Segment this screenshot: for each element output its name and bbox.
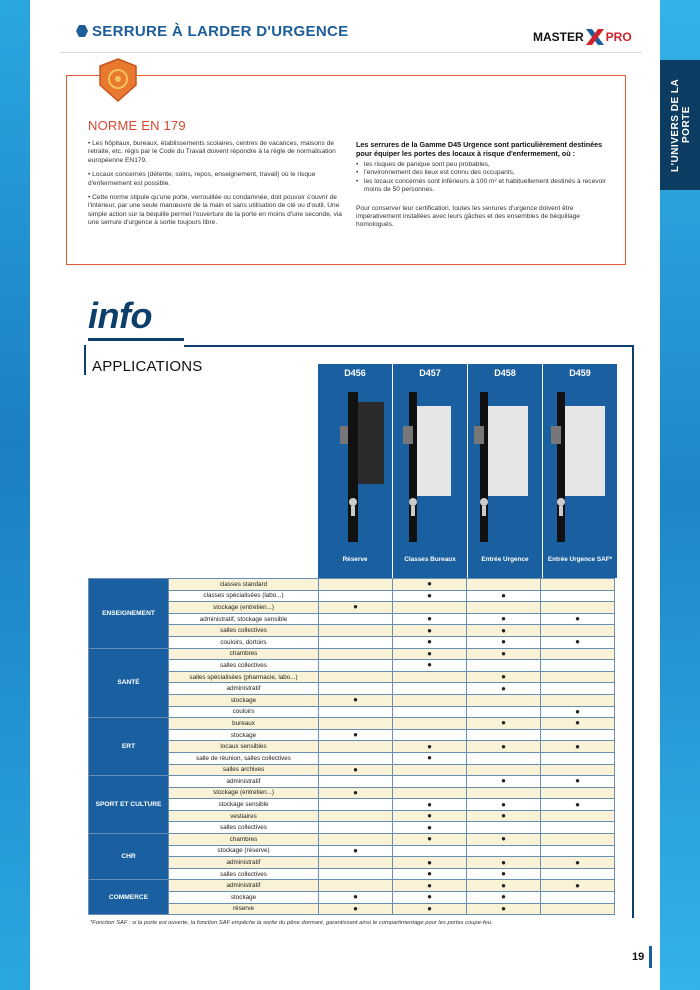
norm-lead: Les serrures de la Gamme D45 Urgence sont particulièrement destinées pour équiper les portes des locaux à risque d'enfermement, où : — [356, 140, 603, 158]
usage-cell: salles archives — [169, 764, 319, 776]
usage-cell: stockage — [169, 694, 319, 706]
mark-cell — [467, 845, 541, 857]
usage-cell: bureaux — [169, 718, 319, 730]
usage-cell: classes standard — [169, 579, 319, 591]
table-row — [89, 718, 615, 730]
mark-cell: ● — [467, 810, 541, 822]
mark-cell — [319, 590, 393, 602]
mark-cell — [541, 903, 615, 915]
mark-cell — [319, 718, 393, 730]
mark-cell: ● — [393, 868, 467, 880]
mark-cell: ● — [393, 834, 467, 846]
mark-cell: ● — [393, 741, 467, 753]
mark-cell: ● — [319, 787, 393, 799]
table-row — [89, 776, 615, 788]
mark-cell — [467, 694, 541, 706]
product-name: D456 — [344, 368, 366, 378]
usage-cell: salles spécialisées (pharmacie, labo...) — [169, 671, 319, 683]
mark-cell — [393, 718, 467, 730]
usage-cell: administratif — [169, 880, 319, 892]
mark-cell: ● — [541, 776, 615, 788]
page-number: 19 — [632, 951, 645, 963]
usage-cell: salles collectives — [169, 625, 319, 637]
product-label: Entrée Urgence — [481, 556, 529, 563]
mark-cell: ● — [393, 579, 467, 591]
mark-cell: ● — [393, 648, 467, 660]
mark-cell — [467, 602, 541, 614]
mark-cell: ● — [541, 718, 615, 730]
norm-closing: Pour conserver leur certification, toutes les serrures d'urgence doivent être impérativement installées avec leurs gâches et des ensembles de béquillage homologués. — [356, 204, 580, 229]
mark-cell: ● — [467, 741, 541, 753]
mark-cell — [467, 660, 541, 672]
mark-cell — [467, 706, 541, 718]
norm-right-column — [356, 140, 618, 230]
norm-paragraph: • Cette norme stipule qu'une porte, verrouillée ou condamnée, doit pouvoir s'ouvrir de l'intérieur, par une seule manœuvre de la main et sans utilisation de clé ou d'outil. Une simple action sur la béquille permet l'ouverture de la porte en moins d'une seconde, via une serrure d'urgence à sortie toujours libre. — [88, 194, 342, 227]
category-cell: COMMERCE — [89, 880, 169, 915]
product-label: Classes Bureaux — [404, 556, 456, 563]
usage-cell: salles collectives — [169, 660, 319, 672]
norm-title: NORME EN 179 — [88, 118, 186, 133]
product-column-d459 — [543, 364, 617, 578]
mark-cell — [541, 868, 615, 880]
mark-cell — [319, 706, 393, 718]
product-name: D459 — [569, 368, 591, 378]
norm-bullet: • les locaux concernés sont inférieurs à 100 m² et habituellement destinés à recevoir moins de 50 personnes. — [356, 178, 618, 195]
mark-cell — [541, 787, 615, 799]
logo-cross-icon — [586, 29, 604, 45]
mark-cell: ● — [467, 590, 541, 602]
applications-table — [88, 578, 615, 915]
mark-cell: ● — [467, 648, 541, 660]
applications-title: APPLICATIONS — [92, 358, 203, 375]
mark-cell: ● — [319, 903, 393, 915]
mark-cell — [541, 892, 615, 904]
mark-cell — [541, 810, 615, 822]
mark-cell — [319, 683, 393, 695]
usage-cell: chambres — [169, 834, 319, 846]
category-cell: ERT — [89, 718, 169, 776]
mark-cell — [319, 868, 393, 880]
footnote: *Fonction SAF : si la porte est ouverte, la fonction SAF empêche la sortie du pêne dormant, garantissant ainsi le compartimentage pour les portes coupe-feu. — [90, 920, 493, 926]
mark-cell: ● — [319, 694, 393, 706]
mark-cell: ● — [467, 799, 541, 811]
usage-cell: administratif — [169, 857, 319, 869]
mark-cell — [393, 764, 467, 776]
hexagon-icon — [76, 25, 88, 37]
mark-cell: ● — [319, 845, 393, 857]
brand-logo — [533, 28, 633, 46]
usage-cell: chambres — [169, 648, 319, 660]
lock-image — [318, 384, 392, 554]
mark-cell: ● — [393, 903, 467, 915]
mark-cell — [541, 764, 615, 776]
frame-line — [632, 345, 634, 918]
usage-cell: stockage (entretien...) — [169, 602, 319, 614]
usage-cell: couloirs, dortoirs — [169, 636, 319, 648]
mark-cell — [541, 729, 615, 741]
product-label: Réserve — [342, 556, 368, 563]
mark-cell — [393, 787, 467, 799]
mark-cell — [393, 729, 467, 741]
frame-line — [84, 345, 86, 375]
mark-cell — [393, 706, 467, 718]
mark-cell: ● — [393, 613, 467, 625]
mark-cell — [319, 810, 393, 822]
mark-cell: ● — [319, 729, 393, 741]
mark-cell: ● — [467, 857, 541, 869]
table-row — [89, 648, 615, 660]
mark-cell: ● — [393, 636, 467, 648]
mark-cell — [467, 764, 541, 776]
lock-image — [393, 384, 467, 554]
info-underline — [88, 338, 184, 341]
mark-cell — [319, 625, 393, 637]
mark-cell — [541, 625, 615, 637]
mark-cell: ● — [467, 683, 541, 695]
mark-cell — [467, 752, 541, 764]
frame-line — [184, 345, 634, 347]
mark-cell — [393, 845, 467, 857]
mark-cell: ● — [393, 590, 467, 602]
mark-cell — [541, 694, 615, 706]
usage-cell: administratif — [169, 776, 319, 788]
category-cell: SANTÉ — [89, 648, 169, 718]
mark-cell — [467, 822, 541, 834]
left-decorative-band — [0, 0, 30, 990]
norm-paragraph: • Locaux concernés (détente, soins, repos, enseignement, travail) où le risque d'enfermement est possible. — [88, 171, 316, 187]
mark-cell — [541, 602, 615, 614]
mark-cell — [541, 579, 615, 591]
mark-cell — [541, 671, 615, 683]
norm-badge-icon — [97, 57, 139, 103]
mark-cell — [467, 729, 541, 741]
norm-bullet: • les risques de panique sont peu probables, — [356, 161, 618, 169]
mark-cell: ● — [467, 625, 541, 637]
mark-cell — [541, 590, 615, 602]
mark-cell: ● — [467, 671, 541, 683]
mark-cell — [319, 799, 393, 811]
section-tab-label: L'UNIVERS DE LA PORTE — [670, 78, 692, 172]
mark-cell — [393, 602, 467, 614]
table-row — [89, 579, 615, 591]
mark-cell: ● — [393, 892, 467, 904]
mark-cell — [541, 683, 615, 695]
usage-cell: salles collectives — [169, 868, 319, 880]
mark-cell: ● — [541, 636, 615, 648]
product-name: D457 — [419, 368, 441, 378]
category-cell: ENSEIGNEMENT — [89, 579, 169, 649]
mark-cell — [319, 752, 393, 764]
usage-cell: stockage sensible — [169, 799, 319, 811]
mark-cell: ● — [541, 799, 615, 811]
mark-cell: ● — [393, 822, 467, 834]
mark-cell — [541, 648, 615, 660]
mark-cell: ● — [467, 868, 541, 880]
mark-cell — [541, 752, 615, 764]
info-heading: info — [88, 295, 152, 336]
mark-cell — [541, 834, 615, 846]
header-divider — [60, 52, 642, 53]
mark-cell — [319, 671, 393, 683]
logo-master-text: MASTER — [533, 30, 584, 44]
mark-cell: ● — [467, 834, 541, 846]
mark-cell — [319, 857, 393, 869]
norm-bullet: • l'environnement des lieux est connu des occupants, — [356, 169, 618, 177]
usage-cell: stockage — [169, 729, 319, 741]
mark-cell: ● — [393, 880, 467, 892]
mark-cell — [467, 579, 541, 591]
usage-cell: classes spécialisées (labo...) — [169, 590, 319, 602]
mark-cell: ● — [467, 718, 541, 730]
norm-left-column — [88, 140, 344, 234]
usage-cell: salles collectives — [169, 822, 319, 834]
product-name: D458 — [494, 368, 516, 378]
mark-cell — [541, 845, 615, 857]
category-cell: CHR — [89, 834, 169, 880]
mark-cell: ● — [541, 857, 615, 869]
mark-cell — [319, 636, 393, 648]
mark-cell: ● — [319, 892, 393, 904]
usage-cell: administratif — [169, 683, 319, 695]
category-cell: SPORT ET CULTURE — [89, 776, 169, 834]
usage-cell: stockage — [169, 892, 319, 904]
mark-cell: ● — [541, 741, 615, 753]
usage-cell: administratif, stockage sensible — [169, 613, 319, 625]
mark-cell — [393, 671, 467, 683]
mark-cell — [393, 694, 467, 706]
mark-cell — [319, 880, 393, 892]
mark-cell: ● — [541, 613, 615, 625]
mark-cell: ● — [467, 892, 541, 904]
mark-cell: ● — [541, 880, 615, 892]
mark-cell — [319, 660, 393, 672]
mark-cell: ● — [467, 903, 541, 915]
mark-cell: ● — [393, 660, 467, 672]
product-label: Entrée Urgence SAF* — [547, 556, 613, 563]
mark-cell: ● — [467, 880, 541, 892]
page-title: SERRURE À LARDER D'URGENCE — [92, 23, 349, 40]
product-column-d458 — [468, 364, 542, 578]
table-row — [89, 834, 615, 846]
mark-cell — [467, 787, 541, 799]
mark-cell: ● — [541, 706, 615, 718]
mark-cell: ● — [467, 613, 541, 625]
table-row — [89, 880, 615, 892]
mark-cell: ● — [467, 776, 541, 788]
mark-cell: ● — [319, 602, 393, 614]
usage-cell: réserve — [169, 903, 319, 915]
mark-cell — [393, 683, 467, 695]
usage-cell: salle de réunion, salles collectives — [169, 752, 319, 764]
mark-cell — [319, 579, 393, 591]
logo-pro-text: PRO — [605, 30, 632, 44]
usage-cell: couloirs — [169, 706, 319, 718]
mark-cell: ● — [393, 810, 467, 822]
mark-cell: ● — [393, 799, 467, 811]
mark-cell — [319, 834, 393, 846]
page-number-bar — [649, 946, 652, 968]
usage-cell: stockage (entretien...) — [169, 787, 319, 799]
norm-bullet-list — [356, 161, 618, 195]
product-column-d456 — [318, 364, 392, 578]
mark-cell: ● — [393, 752, 467, 764]
mark-cell — [393, 776, 467, 788]
mark-cell — [319, 741, 393, 753]
usage-cell: locaux sensibles — [169, 741, 319, 753]
lock-image — [468, 384, 542, 554]
usage-cell: vestiaires — [169, 810, 319, 822]
lock-image — [543, 384, 617, 554]
mark-cell — [541, 822, 615, 834]
mark-cell — [319, 613, 393, 625]
mark-cell — [319, 822, 393, 834]
mark-cell — [319, 776, 393, 788]
mark-cell: ● — [467, 636, 541, 648]
mark-cell — [319, 648, 393, 660]
mark-cell: ● — [393, 625, 467, 637]
mark-cell — [541, 660, 615, 672]
mark-cell: ● — [319, 764, 393, 776]
usage-cell: stockage (réserve) — [169, 845, 319, 857]
norm-paragraph: • Les hôpitaux, bureaux, établissements scolaires, centres de vacances, maisons de retraite, etc. régis par le Code du Travail doivent répondre à la règle de normalisation européenne EN179. — [88, 140, 336, 164]
product-column-d457 — [393, 364, 467, 578]
mark-cell: ● — [393, 857, 467, 869]
